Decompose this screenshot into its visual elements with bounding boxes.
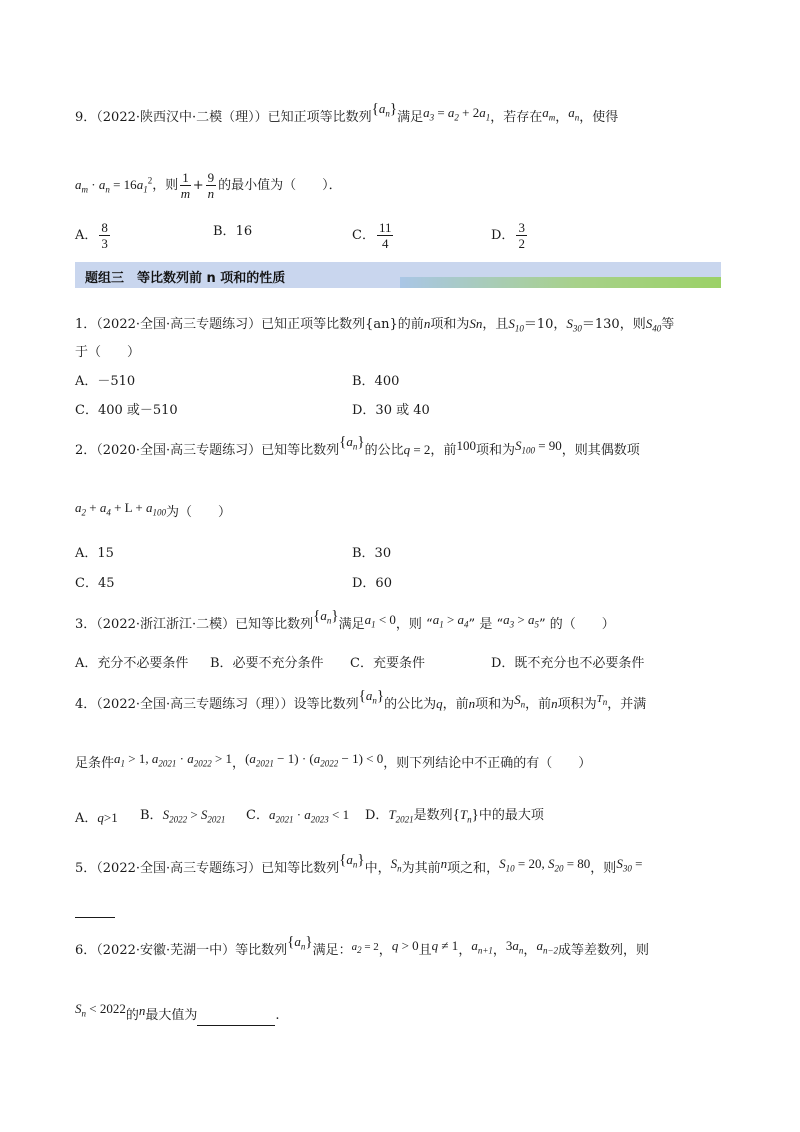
- question-9-line-2: [75, 170, 342, 201]
- math-n: n: [440, 856, 448, 871]
- question-text: ，若存在: [490, 110, 543, 125]
- question-3-line-1: [75, 608, 615, 635]
- math-seq-an: $\{a_n\}$: [339, 852, 365, 870]
- question-2-line-1: [75, 434, 640, 461]
- question-number: 3．: [75, 617, 97, 632]
- question-9-line-1: [75, 101, 619, 128]
- question-text: ，: [232, 756, 246, 771]
- option-label: C．: [246, 808, 269, 823]
- question-text: ＝130，则: [581, 317, 646, 332]
- question-text: ＝10，: [523, 317, 567, 332]
- question-text: 设等比数列: [293, 697, 359, 712]
- question-text: 的公比为: [384, 697, 437, 712]
- option-label: A．: [75, 811, 98, 826]
- option-label: A．: [75, 228, 98, 243]
- q3-option-c[interactable]: C．充要条件: [350, 656, 425, 671]
- question-text: 为其前: [401, 861, 441, 876]
- section-banner: [75, 262, 721, 288]
- math-an: $a_n$: [568, 105, 580, 123]
- question-text: 满足: [338, 617, 365, 632]
- question-number: 1．: [75, 317, 97, 332]
- math-tn: Tn: [596, 693, 608, 708]
- question-text: 已知正项等比数列{an}的前: [261, 317, 424, 332]
- question-text: ” 的（ ）: [538, 617, 615, 632]
- question-source: （2022·陕西汉中·二模（理））: [96, 110, 268, 125]
- question-4-line-2: [75, 753, 591, 774]
- question-text: ，则下列结论中不正确的有（ ）: [383, 756, 592, 771]
- q3-option-b[interactable]: B．必要不充分条件: [210, 656, 324, 671]
- option-text: 中的最大项: [478, 808, 544, 823]
- math-seq-an: $\{a_n\}$: [339, 434, 365, 452]
- option-label: B．: [213, 224, 236, 239]
- q1-option-c[interactable]: C．400 或－510: [75, 403, 178, 418]
- question-text: 已知正项等比数列: [267, 110, 372, 125]
- math-s30: $S_{30}$: [566, 316, 582, 334]
- math-t2021: $T_{2021}$: [388, 807, 414, 825]
- question-text: ，则其偶数项: [561, 443, 640, 458]
- math-s40: $S_{40}$: [645, 316, 662, 334]
- question-text: 为（ ）: [165, 505, 231, 520]
- q4-option-b[interactable]: [140, 805, 225, 826]
- math-q-gt-0: q > 0: [391, 938, 419, 953]
- math-even-sum: $a_2 + a_4 + L + a_{100}$: [75, 500, 166, 518]
- q9-option-b[interactable]: [213, 222, 252, 242]
- question-6-line-1: [75, 934, 650, 961]
- q9-option-d[interactable]: [491, 220, 529, 251]
- question-number: 2．: [75, 443, 97, 458]
- question-2-line-2: [75, 502, 231, 523]
- math-a2-eq-2: a2 = 2: [351, 941, 379, 956]
- math-seq-an: $\{a_n\}$: [313, 608, 339, 626]
- option-label: D．: [491, 228, 515, 243]
- option-label: B．: [140, 808, 163, 823]
- question-number: 9．: [75, 110, 97, 125]
- math-s10: $S_{10}$: [508, 316, 524, 334]
- math-q-gt-1: q>1: [97, 810, 118, 825]
- q3-option-d[interactable]: D．既不充分也不必要条件: [491, 656, 645, 671]
- question-text: ，: [555, 110, 569, 125]
- q1-option-a[interactable]: A．－510: [75, 374, 136, 389]
- math-seq-an: $\{a_n\}$: [371, 101, 398, 119]
- answer-blank[interactable]: [197, 1009, 275, 1026]
- math-s2022-gt-s2021: $S_{2022} > S_{2021}$: [162, 807, 226, 825]
- question-text: 已知等比数列: [235, 617, 314, 632]
- option-fraction: $\frac{8}{3}$: [101, 220, 108, 251]
- question-text: 项积为: [557, 697, 597, 712]
- fraction-1-over-m: $\frac{1}{m}$: [180, 170, 191, 201]
- banner-gradient-strip: [400, 277, 721, 288]
- question-source: （2022·全国·高三专题练习）: [96, 317, 262, 332]
- question-number: 4．: [75, 697, 97, 712]
- math-s10-s20: $S_{10} = 20$, $S_{20} = 80$: [499, 856, 591, 874]
- question-6-line-2: [75, 1001, 280, 1026]
- math-a1-lt-0: $a_1 < 0$: [364, 612, 396, 630]
- question-source: （2020·全国·高三专题练习）: [96, 443, 262, 458]
- option-label: C．: [352, 228, 375, 243]
- question-source: （2022·全国·高三专题练习（理））: [96, 697, 294, 712]
- question-text: 中，: [364, 861, 391, 876]
- question-text: ，: [492, 943, 506, 958]
- math-s30: $S_{30}$ =: [616, 856, 643, 874]
- q9-option-a[interactable]: [75, 220, 112, 251]
- question-text: 最大值为: [145, 1008, 198, 1023]
- math-condition-2: $(a_{2021} - 1) \cdot (a_{2022} - 1) < 0$: [245, 751, 384, 769]
- question-text: ，使得: [579, 110, 619, 125]
- question-source: （2022·全国·高三专题练习）: [96, 861, 262, 876]
- math-a2021-a2023-lt-1: $a_{2021} \cdot a_{2023} < 1$: [268, 807, 350, 825]
- math-q-eq-2: q = 2: [403, 442, 431, 457]
- option-value: 16: [235, 224, 253, 239]
- question-text: 满足：: [312, 943, 352, 958]
- math-s100: $S_{100} = 90$: [514, 438, 562, 456]
- math-q: q: [436, 696, 443, 711]
- math-3an: $3a_n$: [505, 938, 524, 956]
- fraction-9-over-n: $\frac{9}{n}$: [207, 170, 215, 201]
- option-fraction: $\frac{3}{2}$: [518, 220, 525, 251]
- question-source: （2022·安徽·芜湖一中）: [96, 943, 236, 958]
- question-4-line-1: [75, 688, 647, 715]
- question-number: 6．: [75, 943, 97, 958]
- question-text: 等: [661, 317, 675, 332]
- question-text: ，前: [525, 697, 552, 712]
- math-product: $a_m \cdot a_n = 16a_1^2$: [75, 175, 153, 195]
- question-text: 项和为: [475, 697, 515, 712]
- q1-option-d[interactable]: D．30 或 40: [352, 403, 430, 418]
- question-text: 满足: [397, 110, 424, 125]
- q4-option-a[interactable]: [75, 808, 118, 829]
- q3-option-a[interactable]: A．充分不必要条件: [75, 656, 189, 671]
- question-text: 成等差数列，则: [558, 943, 650, 958]
- question-text: ，并满: [607, 697, 647, 712]
- math-a-n-minus-2: $a_{n-2}$: [536, 938, 559, 956]
- question-text: ，则 “: [395, 617, 433, 632]
- q4-option-c[interactable]: [246, 805, 349, 826]
- option-fraction: $\frac{11}{4}$: [378, 220, 392, 251]
- answer-blank[interactable]: [75, 899, 115, 918]
- option-text: 是数列: [413, 808, 453, 823]
- question-number: 5．: [75, 861, 97, 876]
- math-a3-gt-a5: $a_3 > a_5$: [503, 612, 539, 630]
- section-title: 题组三 等比数列前 n 项和的性质: [85, 271, 286, 286]
- question-text: 且: [418, 943, 432, 958]
- option-label: D．: [365, 808, 389, 823]
- question-text: 已知等比数列: [261, 443, 340, 458]
- math-am: $a_m$: [542, 105, 556, 123]
- math-sn: $S_n$: [390, 856, 402, 874]
- q1-option-b[interactable]: B．400: [352, 374, 400, 389]
- question-text: 已知等比数列: [261, 861, 340, 876]
- question-text: ” 是 “: [468, 617, 504, 632]
- math-a1-gt-a4: $a_1 > a_4$: [432, 612, 469, 630]
- math-n: n: [468, 696, 476, 711]
- math-condition: $a_3 = a_2 + 2a_1$: [423, 105, 491, 123]
- question-text: 项之和，: [447, 861, 500, 876]
- math-seq-tn: $\{T_n\}$: [452, 807, 479, 825]
- question-text: 于（ ）: [75, 345, 141, 360]
- question-text: 的: [125, 1008, 139, 1023]
- math-n: n: [138, 1003, 146, 1018]
- math-sn-lt-2022: $S_n < 2022$: [75, 1001, 126, 1019]
- math-100: 100: [456, 438, 476, 453]
- math-n: n: [551, 696, 558, 711]
- question-text: 足条件: [75, 756, 115, 771]
- question-text: ，前: [442, 697, 469, 712]
- q2-option-a[interactable]: A．15: [75, 546, 114, 561]
- question-5-answer-blank[interactable]: [75, 898, 115, 918]
- q4-option-d[interactable]: [365, 805, 544, 826]
- question-1-line-2: [75, 343, 140, 363]
- question-text: ，: [523, 943, 537, 958]
- question-text: 项和为: [475, 443, 515, 458]
- math-seq-an: $\{a_n\}$: [358, 688, 385, 706]
- q2-option-b[interactable]: B．30: [352, 546, 392, 561]
- math-n: n: [423, 316, 431, 331]
- question-text: ，则: [152, 178, 179, 193]
- math-condition-1: $a_1 > 1$, $a_{2021} \cdot a_{2022} > 1$: [114, 751, 233, 769]
- question-text: 项和为: [430, 317, 470, 332]
- question-1-line-1: [75, 314, 674, 335]
- question-text: .: [275, 1008, 280, 1023]
- q9-option-c[interactable]: [352, 220, 395, 251]
- math-a-n-plus-1: $a_{n+1}$: [471, 938, 493, 956]
- math-seq-an: $\{a_n\}$: [287, 934, 313, 952]
- math-sn: Sn: [469, 316, 483, 331]
- question-text: 的公比: [364, 443, 404, 458]
- math-sn: $S_n$: [514, 692, 526, 710]
- question-5-line-1: [75, 852, 643, 879]
- math-q-neq-1: q ≠ 1: [431, 938, 459, 953]
- plus-sign: +: [192, 178, 204, 193]
- question-text: ，前: [430, 443, 457, 458]
- question-text: ，且: [482, 317, 509, 332]
- question-text: ，: [378, 943, 392, 958]
- question-text: 等比数列: [235, 943, 288, 958]
- question-text: 的最小值为（ ）．: [218, 178, 342, 193]
- question-source: （2022·浙江浙江·二模）: [96, 617, 236, 632]
- q2-option-c[interactable]: C．45: [75, 576, 115, 591]
- question-text: ，: [458, 943, 472, 958]
- question-text: ，则: [590, 861, 617, 876]
- q2-option-d[interactable]: D．60: [352, 576, 392, 591]
